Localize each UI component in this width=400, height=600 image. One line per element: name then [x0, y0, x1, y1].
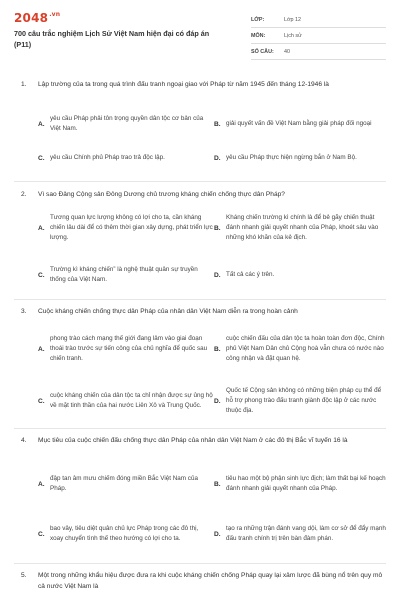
- question-number: 2.: [21, 191, 27, 198]
- option-letter: B.: [214, 345, 221, 353]
- option-d[interactable]: [214, 261, 386, 289]
- option-c[interactable]: [38, 383, 213, 419]
- divider: [14, 563, 386, 564]
- option-letter: C.: [38, 154, 45, 162]
- logo-text: 2048: [14, 11, 49, 25]
- option-a[interactable]: [38, 466, 213, 502]
- option-text: yêu cầu Chính phủ Pháp trao trả độc lập.: [50, 154, 165, 161]
- option-letter: B.: [214, 120, 221, 128]
- question-number: 4.: [21, 437, 27, 444]
- meta-value: Lớp 12: [284, 16, 302, 23]
- question-number: 3.: [21, 308, 27, 315]
- option-b[interactable]: [214, 466, 386, 502]
- question-stem: Mục tiêu của cuộc chiến đấu chống thực dân Pháp của nhân dân Việt Nam ở các đô thị Bắc vĩ tuyến 16 là: [38, 437, 348, 444]
- meta-label: MÔN:: [251, 32, 266, 39]
- question-4: [14, 436, 386, 447]
- option-c[interactable]: [38, 261, 213, 289]
- divider: [14, 299, 386, 300]
- divider: [14, 428, 386, 429]
- document-meta: [251, 12, 386, 60]
- option-d[interactable]: [214, 144, 386, 172]
- option-text: yêu cầu Pháp thực hiện ngừng bắn ở Nam Bộ.: [226, 154, 357, 161]
- option-letter: A.: [38, 345, 45, 353]
- question-number: 1.: [21, 81, 27, 88]
- option-text: Tất cả các ý trên.: [226, 271, 275, 278]
- meta-label: SỐ CÂU:: [251, 48, 274, 55]
- option-text: Kháng chiến trường kì chính là để bẻ gãy chiến thuật đánh nhanh giải quyết nhanh của Pháp, khoét sâu vào những khó khăn của kẻ địch.: [226, 214, 379, 241]
- option-letter: D.: [214, 530, 221, 538]
- question-1: [14, 80, 386, 91]
- question-stem: Một trong những khẩu hiệu được đưa ra khi cuộc kháng chiến chống Pháp quay lại xâm lược đã bùng nổ trên quy mô cả nước Việt Nam là: [38, 572, 383, 590]
- option-letter: B.: [214, 224, 221, 232]
- option-a[interactable]: [38, 207, 213, 249]
- divider: [14, 181, 386, 182]
- option-text: bao vây, tiêu diệt quân chủ lực Pháp trong các đô thị, xoay chuyển tình thế theo hướng có lợi cho ta.: [50, 525, 199, 542]
- question-5: [14, 571, 386, 592]
- option-letter: D.: [214, 397, 221, 405]
- option-b[interactable]: [214, 110, 386, 138]
- document-header: [0, 0, 400, 64]
- option-a[interactable]: [38, 327, 213, 371]
- meta-row-grade: [251, 12, 386, 28]
- meta-value: 40: [284, 48, 290, 55]
- option-text: tiêu hao một bộ phận sinh lực địch; làm thất bại kế hoạch đánh nhanh giải quyết nhanh của Pháp.: [226, 475, 386, 492]
- option-d[interactable]: [214, 514, 386, 554]
- meta-label: LỚP:: [251, 16, 265, 23]
- question-2: [14, 190, 386, 201]
- option-text: tạo ra những trận đánh vang dội, làm cơ sở để đẩy mạnh đấu tranh chính trị trên bàn đàm phán.: [226, 525, 386, 542]
- option-letter: D.: [214, 154, 221, 162]
- option-b[interactable]: [214, 207, 386, 249]
- option-letter: D.: [214, 271, 221, 279]
- question-stem: Cuộc kháng chiến chống thực dân Pháp của nhân dân Việt Nam diễn ra trong hoàn cảnh: [38, 308, 298, 315]
- meta-row-subject: [251, 28, 386, 44]
- question-number: 5.: [21, 572, 27, 579]
- meta-value: Lịch sử: [284, 32, 302, 39]
- option-text: Tương quan lực lượng không có lợi cho ta, cần kháng chiến lâu dài để có thêm thời gian xây dựng, phát triển lực lượng.: [50, 214, 213, 241]
- question-stem: Lập trường của ta trong quá trình đấu tranh ngoại giao với Pháp từ năm 1945 đến tháng 12-1946 là: [38, 81, 329, 88]
- option-letter: B.: [214, 480, 221, 488]
- option-letter: C.: [38, 397, 45, 405]
- question-3: [14, 307, 386, 318]
- option-letter: A.: [38, 120, 45, 128]
- meta-row-count: [251, 44, 386, 60]
- option-c[interactable]: [38, 514, 213, 554]
- option-d[interactable]: [214, 383, 386, 419]
- logo-suffix: .vn: [49, 11, 61, 18]
- option-letter: A.: [38, 480, 45, 488]
- option-letter: A.: [38, 224, 45, 232]
- option-b[interactable]: [214, 327, 386, 371]
- option-text: giải quyết vấn đề Việt Nam bằng giải pháp đối ngoại: [226, 120, 372, 127]
- question-stem: Vì sao Đảng Cộng sản Đông Dương chủ trương kháng chiến chống thực dân Pháp?: [38, 191, 285, 198]
- option-letter: C.: [38, 530, 45, 538]
- option-text: đập tan âm mưu chiếm đóng miền Bắc Việt Nam của Pháp.: [50, 475, 198, 492]
- option-text: phong trào cách mạng thế giới đang lâm vào giai đoạn thoái trào trước sự tiến công của chủ nghĩa để quốc sau chiến tranh.: [50, 335, 208, 362]
- option-c[interactable]: [38, 144, 213, 172]
- option-text: yêu cầu Pháp phải tôn trọng quyền dân tộc cơ bản của Việt Nam.: [50, 115, 204, 132]
- option-text: Trường kì kháng chiến” là nghệ thuật quân sự truyền thống của Việt Nam.: [50, 266, 198, 283]
- site-logo[interactable]: [14, 11, 60, 25]
- document-title: 700 câu trắc nghiệm Lịch Sử Việt Nam hiện đại có đáp án (P11): [14, 29, 210, 49]
- option-text: cuộc kháng chiến của dân tộc ta chỉ nhận được sự ủng hộ về mặt tinh thần của hai nước Liên Xô và Trung Quốc.: [50, 392, 213, 409]
- option-text: cuộc chiến đấu của dân tộc ta hoàn toàn đơn độc, Chính phủ Việt Nam Dân chủ Cộng hoà vẫn chưa có nước nào công nhận và đặt quan hệ.: [226, 335, 385, 362]
- option-text: Quốc tế Cộng sản không có những biện pháp cụ thể để hỗ trợ phong trào đấu tranh giành độc lập ở các nước thuộc địa.: [226, 387, 382, 414]
- option-letter: C.: [38, 271, 45, 279]
- option-a[interactable]: [38, 110, 213, 138]
